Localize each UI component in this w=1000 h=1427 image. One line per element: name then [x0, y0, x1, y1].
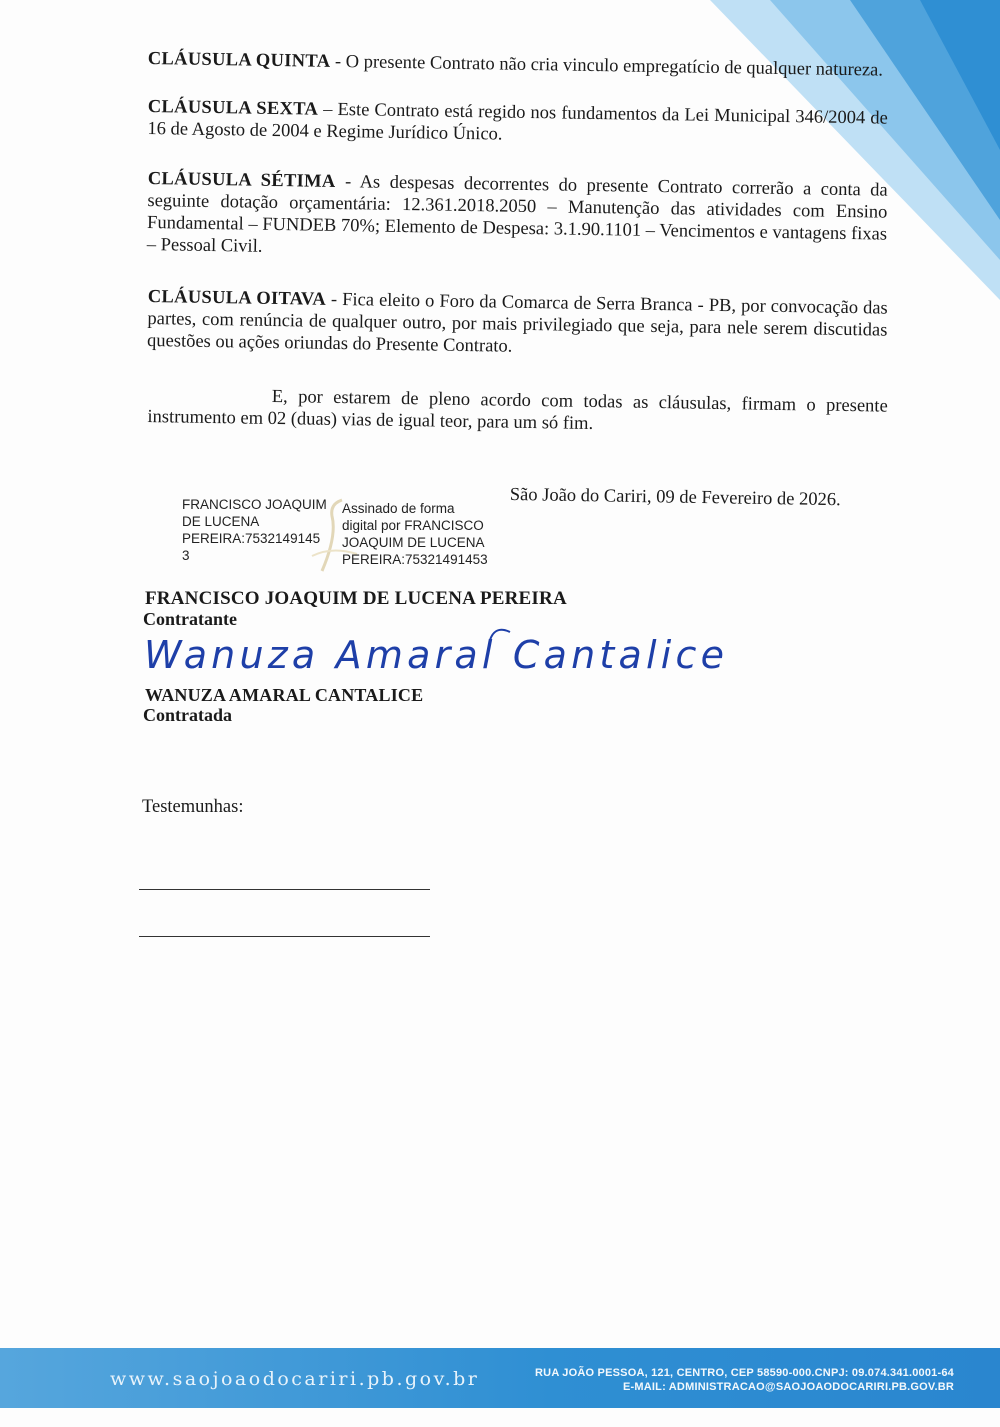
clause-text: - O presente Contrato não cria vinculo empregatício de qualquer natureza. — [330, 51, 884, 81]
clause-label: CLÁUSULA SEXTA — [147, 96, 319, 120]
footer-address — [514, 1366, 954, 1394]
clause-label: CLÁUSULA QUINTA — [147, 48, 331, 72]
witnesses-label: Testemunhas: — [142, 797, 244, 817]
clause-label: CLÁUSULA OITAVA — [147, 286, 327, 310]
clause-text: – Este Contrato está regido nos fundamentos da Lei Municipal 346/2004 de 16 de Agosto de 2004 e Regime Jurídico Único. — [147, 99, 888, 145]
witness-signature-line — [139, 936, 430, 937]
digital-signature-stamp — [182, 496, 502, 576]
contracted-name: WANUZA AMARAL CANTALICE — [145, 685, 424, 705]
contractor-name: FRANCISCO JOAQUIM DE LUCENA PEREIRA — [145, 588, 567, 609]
contractor-role: Contratante — [143, 609, 237, 629]
footer-email: E-MAIL: ADMINISTRACAO@SAOJOAODOCARIRI.PB.GOV.BR — [623, 1381, 954, 1393]
footer-bar — [0, 1348, 1000, 1408]
contracted-role: Contratada — [143, 705, 232, 725]
clause-text: - As despesas decorrentes do presente Contrato correrão a conta da seguinte dotação orçamentária: 12.361.2018.2050 – Manutenção das atividades com Ensino Fundamental – FUNDEB 70%; Elemento de Despesa: 3.1.90.1101 – Vencimentos e vantagens fixas – Pessoal Civil. — [146, 171, 888, 257]
place-date: São João do Cariri, 09 de Fevereiro de 2026. — [509, 485, 841, 511]
handwritten-signature — [140, 620, 740, 690]
signer-certificate-name: FRANCISCO JOAQUIM DE LUCENA PEREIRA:7532149145 3 — [182, 497, 327, 563]
closing-paragraph: E, por estarem de pleno acordo com todas as cláusulas, firmam o presente instrumento em 02 (duas) vias de igual teor, para um só fim. — [147, 386, 888, 434]
footer-address-line: RUA JOÃO PESSOA, 121, CENTRO, CEP 58590-000.CNPJ: 09.074.341.0001-64 — [535, 1367, 954, 1379]
footer-website: www.saojoaodocariri.pb.gov.br — [110, 1368, 480, 1390]
handwritten-signature-text: Wanuza Amaral Cantalice — [144, 633, 724, 677]
clause-label: CLÁUSULA SÉTIMA — [147, 168, 336, 192]
clause-text: - Fica eleito o Foro da Comarca de Serra Branca - PB, por convocação das partes, com renúncia de qualquer outro, por mais privilegiado que seja, para nele serem discutidas questões ou ações oriundas do Presente Contrato. — [146, 289, 888, 357]
clause-seventh — [147, 168, 888, 268]
witness-signature-line — [139, 889, 430, 890]
signature-info: Assinado de forma digital por FRANCISCO JOAQUIM DE LUCENA PEREIRA:75321491453 — [342, 501, 488, 567]
clause-eighth — [147, 286, 888, 364]
